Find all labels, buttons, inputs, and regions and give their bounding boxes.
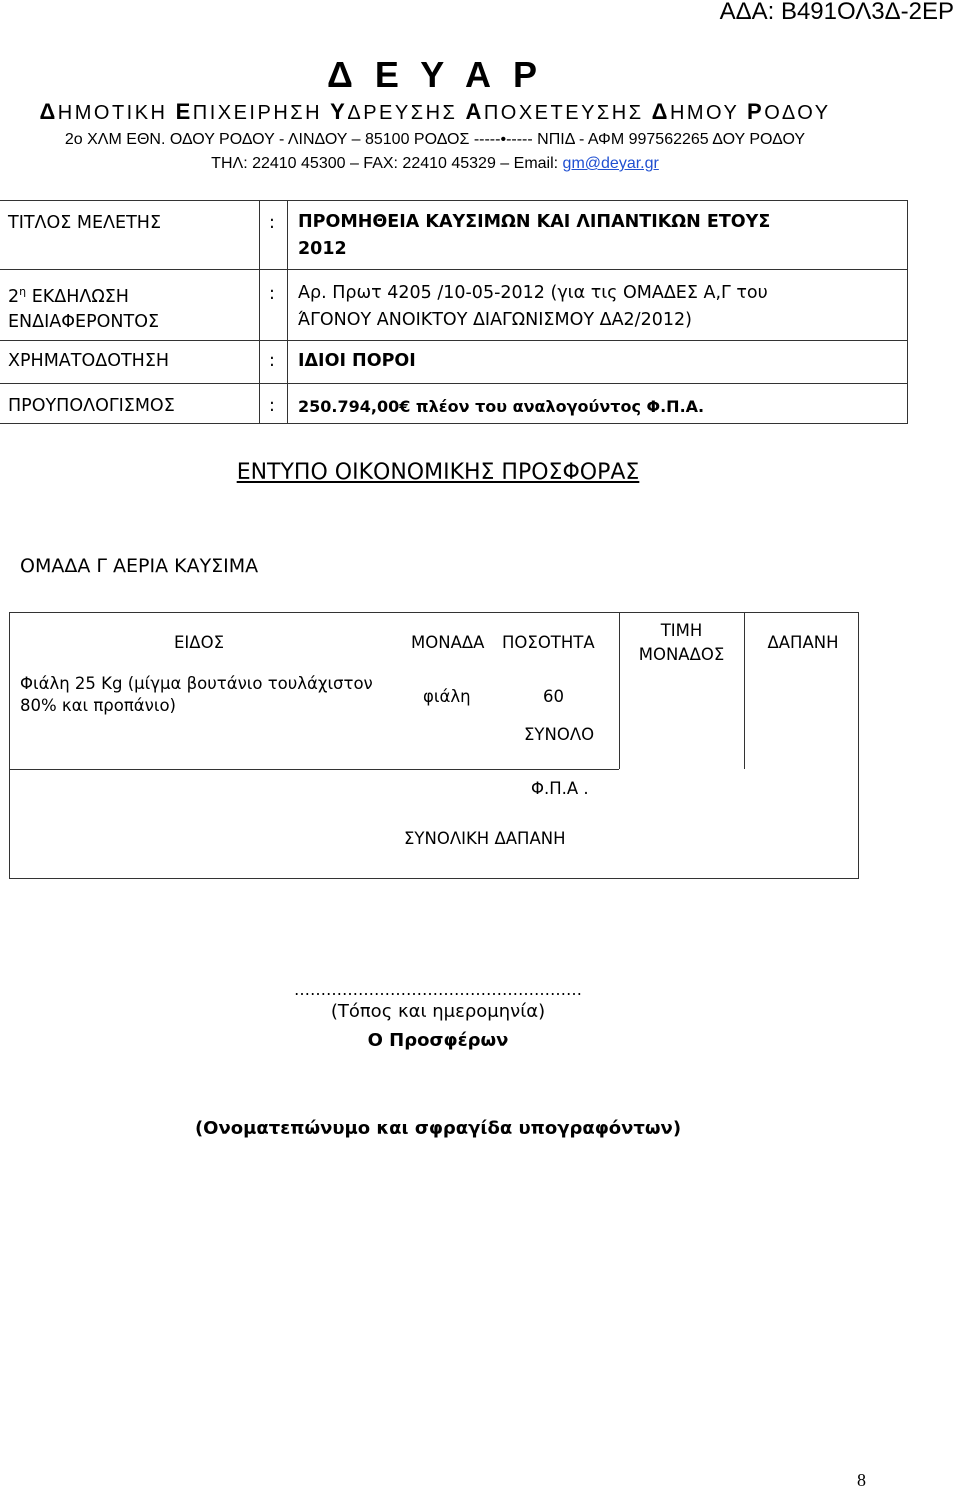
item-line: 80% και προπάνιο) [20,696,176,715]
label-line: ΕΚΔΗΛΩΣΗ [26,286,129,307]
subtitle-initial: Α [465,99,484,124]
signature-dots: ……………………………………………… [294,980,582,999]
place-date: (Τόπος και ημερομηνία) [330,1001,546,1022]
subtitle-word: ΔΡΕΥΣΗΣ [347,102,466,124]
info-colon: : [269,213,275,233]
form-title: ΕΝΤΥΠΟ ΟΙΚΟΝΟΜΙΚΗΣ ΠΡΟΣΦΟΡΑΣ [236,460,640,485]
header-cost: ΔΑΠΑΝΗ [767,633,839,652]
info-label-budget: ΠΡΟΥΠΟΛΟΓΙΣΜΟΣ [8,396,175,416]
table-divider [0,269,907,270]
info-colon: : [269,351,275,371]
value-line: 2012 [298,239,347,259]
info-table [0,200,908,424]
info-value-title [298,209,770,263]
header-line: ΤΙΜΗ [660,621,703,640]
header-unit: ΜΟΝΑΔΑ [411,633,485,652]
table-divider [0,383,907,384]
org-subtitle [0,99,870,125]
offer-table [9,612,859,879]
value-line: Αρ. Πρωτ 4205 /10-05-2012 (για τις ΟΜΑΔΕΣ Α,Γ του [298,283,768,303]
info-colon: : [269,396,275,416]
row-item [20,673,373,717]
subtitle-word: ΠΟΧΕΤΕΥΣΗΣ [483,102,652,124]
info-label-funding: ΧΡΗΜΑΤΟΔΟΤΗΣΗ [8,351,170,371]
ada-code: ΑΔΑ: Β491ΟΛ3Δ-2ΕΡ [719,0,954,25]
name-stamp-label: (Ονοματεπώνυμο και σφραγίδα υπογραφόντων) [194,1118,682,1139]
total-sum-label: ΣΥΝΟΛΟ [524,725,595,744]
label-superscript: η [19,285,27,298]
subtitle-word: ΠΙΧΕΙΡΗΣΗ [192,102,331,124]
info-value-funding: ΙΔΙΟΙ ΠΟΡΟΙ [298,351,416,371]
group-title: ΟΜΑΔΑ Γ ΑΕΡΙΑ ΚΑΥΣΙΜΑ [20,555,259,577]
table-divider [744,613,745,769]
page-number: 8 [857,1470,866,1490]
subtitle-initial: Δ [39,99,58,124]
value-line: ΠΡΟΜΗΘΕΙΑ ΚΑΥΣΙΜΩΝ ΚΑΙ ΛΙΠΑΝΤΙΚΩΝ ΕΤΟΥΣ [298,212,771,232]
subtitle-initial: Ε [175,99,193,124]
email-link[interactable]: gm@deyar.gr [562,155,659,172]
table-divider [259,201,260,423]
label-number: 2 [8,286,20,307]
subtitle-initial: Υ [330,99,348,124]
value-line: ΆΓΟΝΟΥ ΑΝΟΙΚΤΟΥ ΔΙΑΓΩΝΙΣΜΟΥ ΔΑ2/2012) [298,310,692,330]
contact-text: ΤΗΛ: 22410 45300 – FAX: 22410 45329 – Email: [211,155,563,172]
label-line: ΕΝΔΙΑΦΕΡΟΝΤΟΣ [8,311,160,332]
row-unit: φιάλη [423,687,471,706]
header-item: ΕΙΔΟΣ [174,633,224,652]
header-unit-price [619,619,744,667]
table-divider [0,340,907,341]
header-line: ΜΟΝΑΔΟΣ [638,645,725,664]
info-value-budget: 250.794,00€ πλέον του αναλογούντος Φ.Π.Α. [298,397,705,416]
vat-label: Φ.Π.Α . [531,779,589,798]
info-label-title: ΤΙΤΛΟΣ ΜΕΛΕΤΗΣ [8,213,161,233]
header-quantity: ΠΟΣΟΤΗΤΑ [502,633,595,652]
subtitle-initial: Δ [651,99,670,124]
info-value-declaration [298,280,768,334]
subtitle-word: ΗΜΟΥ [669,102,748,124]
grand-total-label: ΣΥΝΟΛΙΚΗ ΔΑΠΑΝΗ [404,829,566,848]
contact-line [0,155,870,173]
item-line: Φιάλη 25 Kg (μίγμα βουτάνιο τουλάχιστον [20,674,373,693]
table-divider [287,201,288,423]
subtitle-initial: Ρ [747,99,765,124]
offerer-label: Ο Προσφέρων [367,1030,509,1051]
subtitle-word: ΟΔΟΥ [764,102,831,124]
info-label-declaration [8,279,159,335]
address-line: 2ο ΧΛΜ ΕΘΝ. ΟΔΟΥ ΡΟΔΟΥ - ΛΙΝΔΟΥ – 85100 ΡΟΔΟΣ -----•----- ΝΠΙΔ - ΑΦΜ 997562265 ΔΟΥ ΡΟΔΟΥ [64,131,806,148]
org-title: Δ Ε Υ Α Ρ [327,54,543,95]
subtitle-word: ΗΜΟΤΙΚΗ [57,102,176,124]
table-divider [10,769,619,770]
info-colon: : [269,284,275,304]
row-quantity: 60 [543,687,564,706]
